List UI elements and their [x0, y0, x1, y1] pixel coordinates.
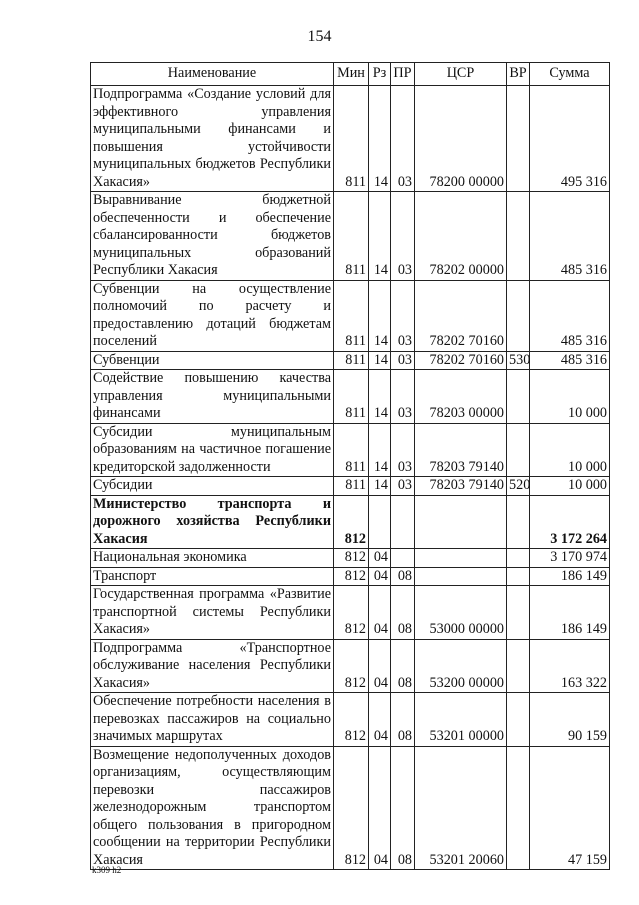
cell-min: 811 [334, 477, 369, 496]
cell-name: Субсидии муниципальным образованиям на частичное погашение кредиторской задолженности [91, 423, 334, 477]
cell-sum: 47 159 [530, 746, 610, 870]
table-row [91, 549, 610, 568]
cell-pr: 03 [391, 423, 415, 477]
cell-sum: 485 316 [530, 280, 610, 351]
cell-min: 812 [334, 586, 369, 640]
cell-name: Подпрограмма «Транспортное обслуживание населения Республики Хакасия» [91, 639, 334, 693]
cell-csr: 53200 00000 [415, 639, 507, 693]
cell-csr: 78203 79140 [415, 477, 507, 496]
table-row [91, 86, 610, 192]
cell-pr: 03 [391, 192, 415, 281]
cell-name: Министерство транспорта и дорожного хозяйства Республики Хакасия [91, 495, 334, 549]
cell-rz: 14 [369, 423, 391, 477]
cell-pr: 08 [391, 567, 415, 586]
cell-min: 811 [334, 351, 369, 370]
footer-code: k309 h2 [92, 865, 122, 875]
cell-sum: 485 316 [530, 192, 610, 281]
table-row [91, 746, 610, 870]
header-name: Наименование [91, 63, 334, 86]
cell-min: 812 [334, 495, 369, 549]
cell-name: Субсидии [91, 477, 334, 496]
cell-vr [507, 549, 530, 568]
cell-name: Транспорт [91, 567, 334, 586]
cell-rz: 14 [369, 280, 391, 351]
cell-sum: 90 159 [530, 693, 610, 747]
cell-pr: 03 [391, 351, 415, 370]
table-row [91, 639, 610, 693]
cell-min: 812 [334, 639, 369, 693]
cell-csr: 78202 70160 [415, 280, 507, 351]
table-row [91, 693, 610, 747]
cell-pr: 03 [391, 280, 415, 351]
table-row [91, 192, 610, 281]
cell-vr [507, 86, 530, 192]
cell-rz: 04 [369, 567, 391, 586]
cell-csr: 78202 00000 [415, 192, 507, 281]
cell-csr: 78202 70160 [415, 351, 507, 370]
cell-name: Национальная экономика [91, 549, 334, 568]
cell-name: Подпрограмма «Создание условий для эффективного управления муниципальными финансами и повышения устойчивости муниципальных бюджетов Республики Хакасия» [91, 86, 334, 192]
cell-rz: 04 [369, 693, 391, 747]
cell-name: Содействие повышению качества управления муниципальными финансами [91, 370, 334, 424]
cell-pr: 03 [391, 86, 415, 192]
budget-table [90, 62, 610, 870]
table-header-row [91, 63, 610, 86]
cell-vr [507, 495, 530, 549]
cell-rz: 14 [369, 192, 391, 281]
cell-sum: 3 172 264 [530, 495, 610, 549]
cell-csr: 78203 00000 [415, 370, 507, 424]
table-row [91, 370, 610, 424]
cell-vr [507, 746, 530, 870]
cell-pr: 08 [391, 746, 415, 870]
cell-vr [507, 639, 530, 693]
cell-pr: 03 [391, 477, 415, 496]
header-sum: Сумма [530, 63, 610, 86]
cell-vr [507, 586, 530, 640]
table-row [91, 423, 610, 477]
cell-pr [391, 549, 415, 568]
cell-name: Субвенции на осуществление полномочий по расчету и предоставлению дотаций бюджетам поселений [91, 280, 334, 351]
cell-sum: 10 000 [530, 423, 610, 477]
cell-name: Возмещение недополученных доходов организациям, осуществляющим перевозки пассажиров железнодорожным транспортом общего пользования в пригородном сообщении на территории Республики Хакасия [91, 746, 334, 870]
cell-vr: 530 [507, 351, 530, 370]
header-csr: ЦСР [415, 63, 507, 86]
cell-rz: 04 [369, 746, 391, 870]
cell-min: 812 [334, 746, 369, 870]
cell-csr: 53201 20060 [415, 746, 507, 870]
cell-csr: 53201 00000 [415, 693, 507, 747]
cell-rz: 04 [369, 639, 391, 693]
cell-csr: 78203 79140 [415, 423, 507, 477]
cell-min: 811 [334, 192, 369, 281]
cell-rz: 04 [369, 586, 391, 640]
cell-csr [415, 567, 507, 586]
cell-sum: 10 000 [530, 370, 610, 424]
header-vr: ВР [507, 63, 530, 86]
cell-name: Обеспечение потребности населения в перевозках пассажиров на социально значимых маршрутах [91, 693, 334, 747]
cell-vr [507, 693, 530, 747]
cell-rz: 14 [369, 86, 391, 192]
table-row [91, 586, 610, 640]
table-row [91, 567, 610, 586]
cell-pr: 03 [391, 370, 415, 424]
cell-name: Государственная программа «Развитие транспортной системы Республики Хакасия» [91, 586, 334, 640]
cell-sum: 163 322 [530, 639, 610, 693]
cell-name: Выравнивание бюджетной обеспеченности и обеспечение сбалансированности бюджетов муниципальных образований Республики Хакасия [91, 192, 334, 281]
cell-min: 811 [334, 370, 369, 424]
cell-vr [507, 370, 530, 424]
cell-rz: 04 [369, 549, 391, 568]
cell-rz: 14 [369, 370, 391, 424]
header-min: Мин [334, 63, 369, 86]
cell-pr: 08 [391, 586, 415, 640]
cell-min: 812 [334, 549, 369, 568]
table-body [91, 86, 610, 870]
cell-pr: 08 [391, 693, 415, 747]
header-rz: Рз [369, 63, 391, 86]
cell-sum: 186 149 [530, 567, 610, 586]
cell-vr [507, 280, 530, 351]
cell-min: 812 [334, 567, 369, 586]
cell-csr: 78200 00000 [415, 86, 507, 192]
cell-rz [369, 495, 391, 549]
cell-sum: 186 149 [530, 586, 610, 640]
cell-min: 811 [334, 280, 369, 351]
cell-rz: 14 [369, 477, 391, 496]
cell-sum: 495 316 [530, 86, 610, 192]
cell-min: 811 [334, 86, 369, 192]
cell-rz: 14 [369, 351, 391, 370]
cell-name: Субвенции [91, 351, 334, 370]
cell-vr [507, 423, 530, 477]
cell-vr [507, 192, 530, 281]
header-pr: ПР [391, 63, 415, 86]
table-row [91, 351, 610, 370]
cell-sum: 3 170 974 [530, 549, 610, 568]
cell-vr [507, 567, 530, 586]
cell-sum: 485 316 [530, 351, 610, 370]
cell-pr: 08 [391, 639, 415, 693]
cell-csr [415, 549, 507, 568]
page-number: 154 [307, 28, 332, 45]
table-row [91, 280, 610, 351]
table-row [91, 477, 610, 496]
table-row [91, 495, 610, 549]
cell-pr [391, 495, 415, 549]
cell-csr [415, 495, 507, 549]
cell-vr: 520 [507, 477, 530, 496]
cell-min: 812 [334, 693, 369, 747]
cell-csr: 53000 00000 [415, 586, 507, 640]
cell-sum: 10 000 [530, 477, 610, 496]
cell-min: 811 [334, 423, 369, 477]
